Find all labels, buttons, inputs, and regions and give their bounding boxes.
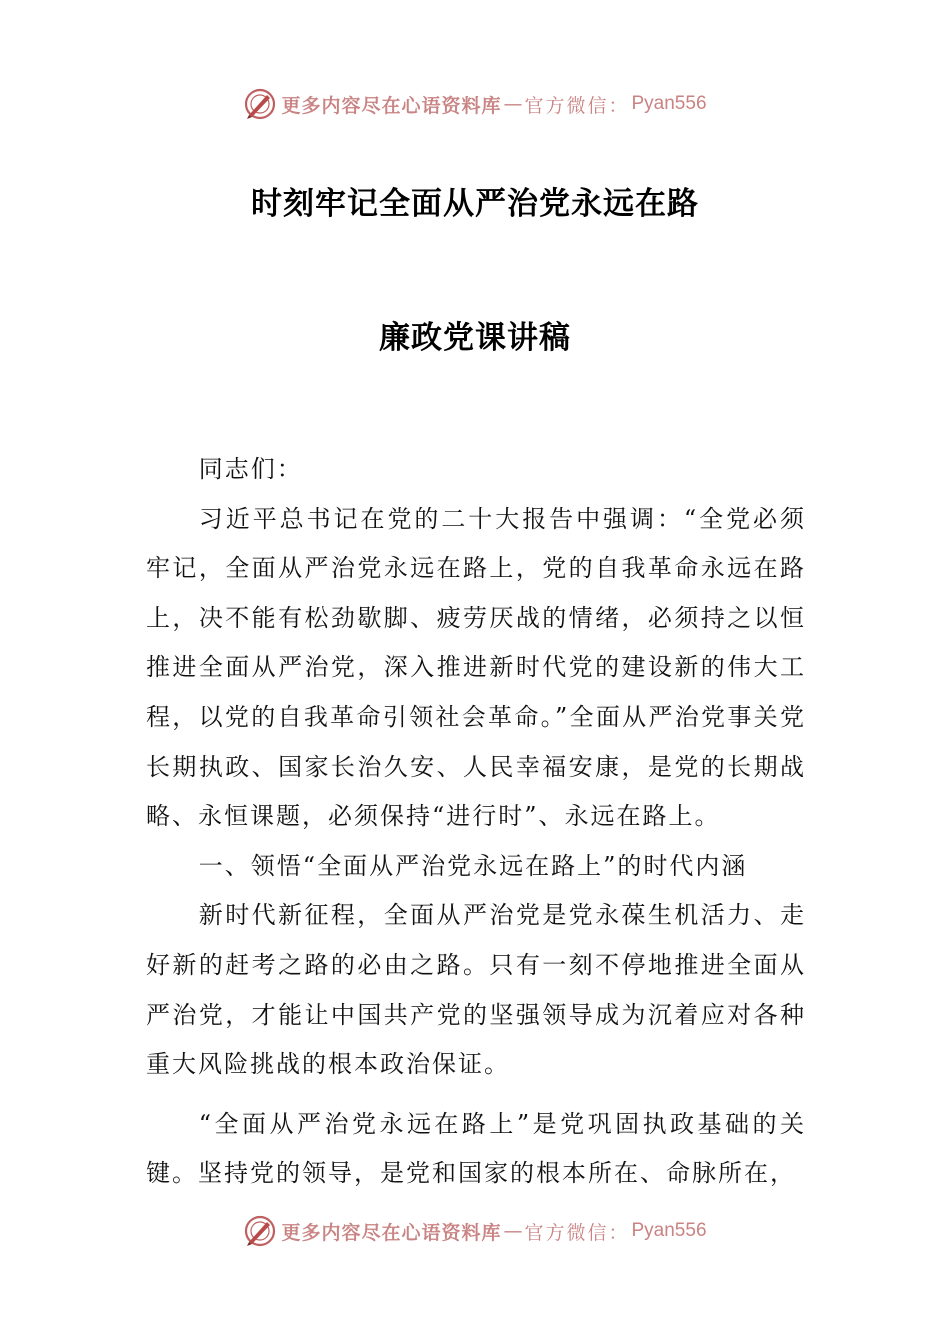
watermark-text: 更多内容尽在心语资料库 xyxy=(281,94,502,117)
pen-logo-icon xyxy=(243,87,277,121)
pen-logo-icon xyxy=(243,1214,277,1248)
document-title: 时刻牢记全面从严治党永远在路 xyxy=(251,186,699,222)
watermark-contact-label: 官方微信： xyxy=(524,94,630,117)
section-heading: 一、领悟“全面从严治党永远在路上”的时代内涵 xyxy=(198,851,748,880)
body-paragraph: 新时代新征程，全面从严治党是党永葆生机活力、走好新的赶考之路的必由之路。只有一刻不停地推进全面从严治党，才能让中国共产党的坚强领导成为沉着应对各种重大风险挑战的根本政治保证。 xyxy=(146,901,806,1079)
watermark-contact-id: Pyan556 xyxy=(631,1220,707,1241)
watermark-contact-id: Pyan556 xyxy=(631,93,707,114)
watermark-separator: — xyxy=(503,93,523,115)
document-subtitle: 廉政党课讲稿 xyxy=(379,320,571,356)
body-paragraph: “全面从严治党永远在路上”是党巩固执政基础的关键。坚持党的领导，是党和国家的根本所在、命脉所在， xyxy=(146,1109,806,1188)
body-paragraph: 习近平总书记在党的二十大报告中强调：“全党必须牢记，全面从严治党永远在路上，党的自我革命永远在路上，决不能有松劲歇脚、疲劳厌战的情绪，必须持之以恒推进全面从严治党，深入推进新时代党的建设新的伟大工程，以党的自我革命引领社会革命。”全面从严治党事关党长期执政、国家长治久安、人民幸福安康，是党的长期战略、永恒课题，必须保持“进行时”、永远在路上。 xyxy=(146,504,806,831)
document-body xyxy=(146,445,806,1199)
watermark-contact-label: 官方微信： xyxy=(524,1221,630,1244)
watermark-header xyxy=(0,84,950,124)
watermark-separator: — xyxy=(503,1220,523,1242)
greeting-paragraph: 同志们： xyxy=(198,455,303,483)
watermark-text: 更多内容尽在心语资料库 xyxy=(281,1221,502,1244)
watermark-footer xyxy=(0,1211,950,1251)
